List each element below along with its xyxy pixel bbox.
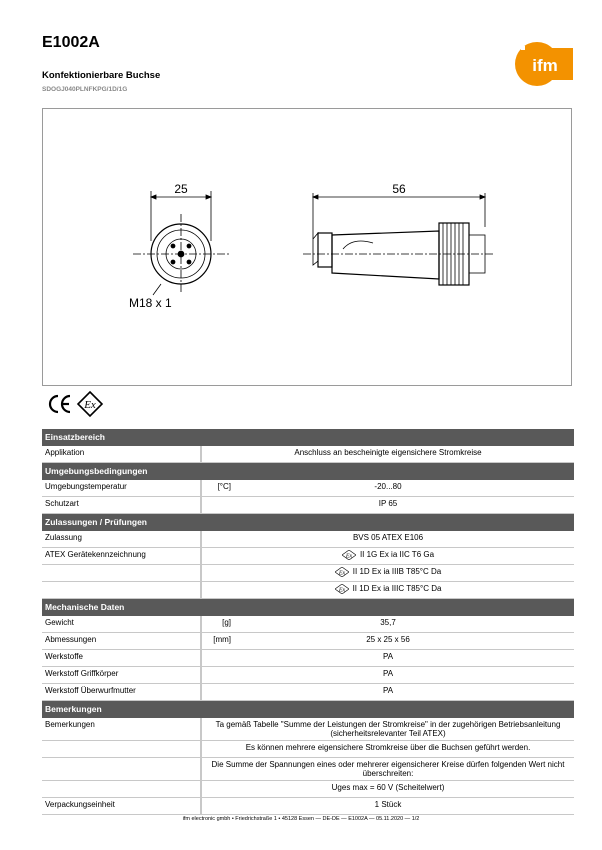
spec-row — [42, 582, 574, 599]
section-header: Zulassungen / Prüfungen — [42, 514, 574, 531]
spec-value — [201, 548, 574, 564]
dim-length-label: 56 — [392, 182, 406, 196]
spec-label — [42, 582, 192, 598]
spec-value — [201, 758, 574, 780]
spec-row — [42, 548, 574, 565]
spec-value — [201, 650, 574, 666]
spec-label: Schutzart — [45, 499, 79, 508]
spec-label: Umgebungstemperatur — [45, 482, 127, 491]
spec-value-text: 35,7 — [380, 618, 396, 627]
atex-ex-icon — [78, 392, 102, 416]
spec-value-text: 1 Stück — [374, 800, 402, 809]
spec-value — [201, 497, 574, 513]
spec-label — [42, 565, 192, 581]
spec-label — [42, 741, 192, 757]
spec-value-text: PA — [382, 652, 394, 661]
spec-value-text: Die Summe der Spannungen eines oder mehrerer eigensicherer Kreise dürfen folgenden Wert nicht überschreiten: — [211, 760, 565, 778]
spec-value — [201, 718, 574, 740]
spec-value — [201, 531, 574, 547]
spec-value — [201, 582, 574, 598]
dimension-svg — [43, 109, 571, 385]
spec-value-text: 25 x 25 x 56 — [366, 635, 410, 644]
spec-row — [42, 650, 574, 667]
section-header: Umgebungsbedingungen — [42, 463, 574, 480]
spec-row — [42, 531, 574, 548]
product-title: E1002A — [42, 34, 100, 51]
spec-row — [42, 667, 574, 684]
spec-row — [42, 616, 574, 633]
spec-value-text: BVS 05 ATEX E106 — [352, 533, 424, 542]
spec-value — [201, 684, 574, 700]
ifm-logo — [513, 40, 575, 88]
spec-row — [42, 480, 574, 497]
spec-label: Werkstoffe — [45, 652, 83, 661]
product-subtitle: Konfektionierbare Buchse — [42, 70, 161, 81]
spec-value — [201, 565, 574, 581]
section-header: Einsatzbereich — [42, 429, 574, 446]
spec-value — [201, 741, 574, 757]
specification-table — [42, 429, 574, 815]
spec-label: Applikation — [45, 448, 85, 457]
atex-ex-small-icon — [335, 584, 349, 594]
spec-label: Verpackungseinheit — [45, 800, 115, 809]
spec-value-text: Es können mehrere eigensichere Stromkreise über die Buchsen geführt werden. — [245, 743, 531, 752]
spec-label: Werkstoff Griffkörper — [45, 669, 119, 678]
section-header: Bemerkungen — [42, 701, 574, 718]
page-footer: ifm electronic gmbh • Friedrichstraße 1 • 45128 Essen — DE-DE — E1002A — 05.11.2020 — 1/2 — [182, 816, 420, 822]
spec-value-text: Ta gemäß Tabelle "Summe der Leistungen der Stromkreise" in der zugehörigen Betriebsanleitung (sicherheitsrelevanter Teil ATEX) — [215, 720, 561, 738]
spec-label: Zulassung — [45, 533, 82, 542]
ce-mark-icon — [50, 396, 70, 412]
spec-label: Werkstoff Überwurfmutter — [45, 686, 136, 695]
front-view — [133, 191, 229, 295]
spec-row — [42, 781, 574, 798]
side-view — [303, 193, 493, 285]
spec-row — [42, 497, 574, 514]
spec-unit: [°C] — [217, 482, 231, 491]
section-header: Mechanische Daten — [42, 599, 574, 616]
logo-text: ifm — [532, 56, 558, 75]
spec-row — [42, 633, 574, 650]
dim-diameter-label: 25 — [174, 182, 188, 196]
spec-value-text: II 1D Ex ia IIIC T85°C Da — [352, 584, 442, 594]
spec-value-text: IP 65 — [378, 499, 398, 508]
spec-label: Gewicht — [45, 618, 74, 627]
spec-row — [42, 798, 574, 815]
spec-value-text: PA — [382, 669, 394, 678]
spec-value — [201, 446, 574, 462]
spec-value-text: PA — [382, 686, 394, 695]
certification-marks — [42, 389, 112, 419]
spec-value — [201, 616, 574, 632]
spec-row — [42, 758, 574, 781]
spec-row — [42, 741, 574, 758]
spec-row — [42, 565, 574, 582]
atex-ex-small-icon — [342, 550, 356, 560]
spec-label: Bemerkungen — [45, 720, 95, 729]
spec-value-text: II 1G Ex ia IIC T6 Ga — [359, 550, 435, 560]
spec-value — [201, 480, 574, 496]
spec-label: ATEX Gerätekennzeichnung — [45, 550, 146, 559]
product-code: SDOGJ040PLNFKPG/1D/1G — [42, 86, 128, 93]
spec-row — [42, 684, 574, 701]
spec-value-text: II 1D Ex ia IIIB T85°C Da — [352, 567, 442, 577]
spec-unit: [mm] — [213, 635, 231, 644]
spec-value-text: Uges max = 60 V (Scheitelwert) — [331, 783, 445, 792]
svg-text:Ex: Ex — [84, 399, 96, 411]
spec-value — [201, 667, 574, 683]
spec-label: Abmessungen — [45, 635, 97, 644]
svg-text:Ex: Ex — [338, 570, 345, 577]
spec-label — [42, 781, 192, 797]
spec-label — [42, 758, 192, 780]
spec-value-text: -20...80 — [374, 482, 402, 491]
dimension-drawing — [42, 108, 572, 386]
spec-value — [201, 633, 574, 649]
svg-text:Ex: Ex — [338, 587, 345, 594]
svg-text:Ex: Ex — [345, 553, 353, 560]
spec-row — [42, 718, 574, 741]
spec-unit: [g] — [222, 618, 231, 627]
spec-value — [201, 798, 574, 814]
spec-value-text: Anschluss an bescheinigte eigensichere Stromkreise — [294, 448, 482, 457]
thread-label: M18 x 1 — [129, 296, 172, 310]
spec-value — [201, 781, 574, 797]
atex-ex-small-icon — [335, 567, 349, 577]
spec-row — [42, 446, 574, 463]
